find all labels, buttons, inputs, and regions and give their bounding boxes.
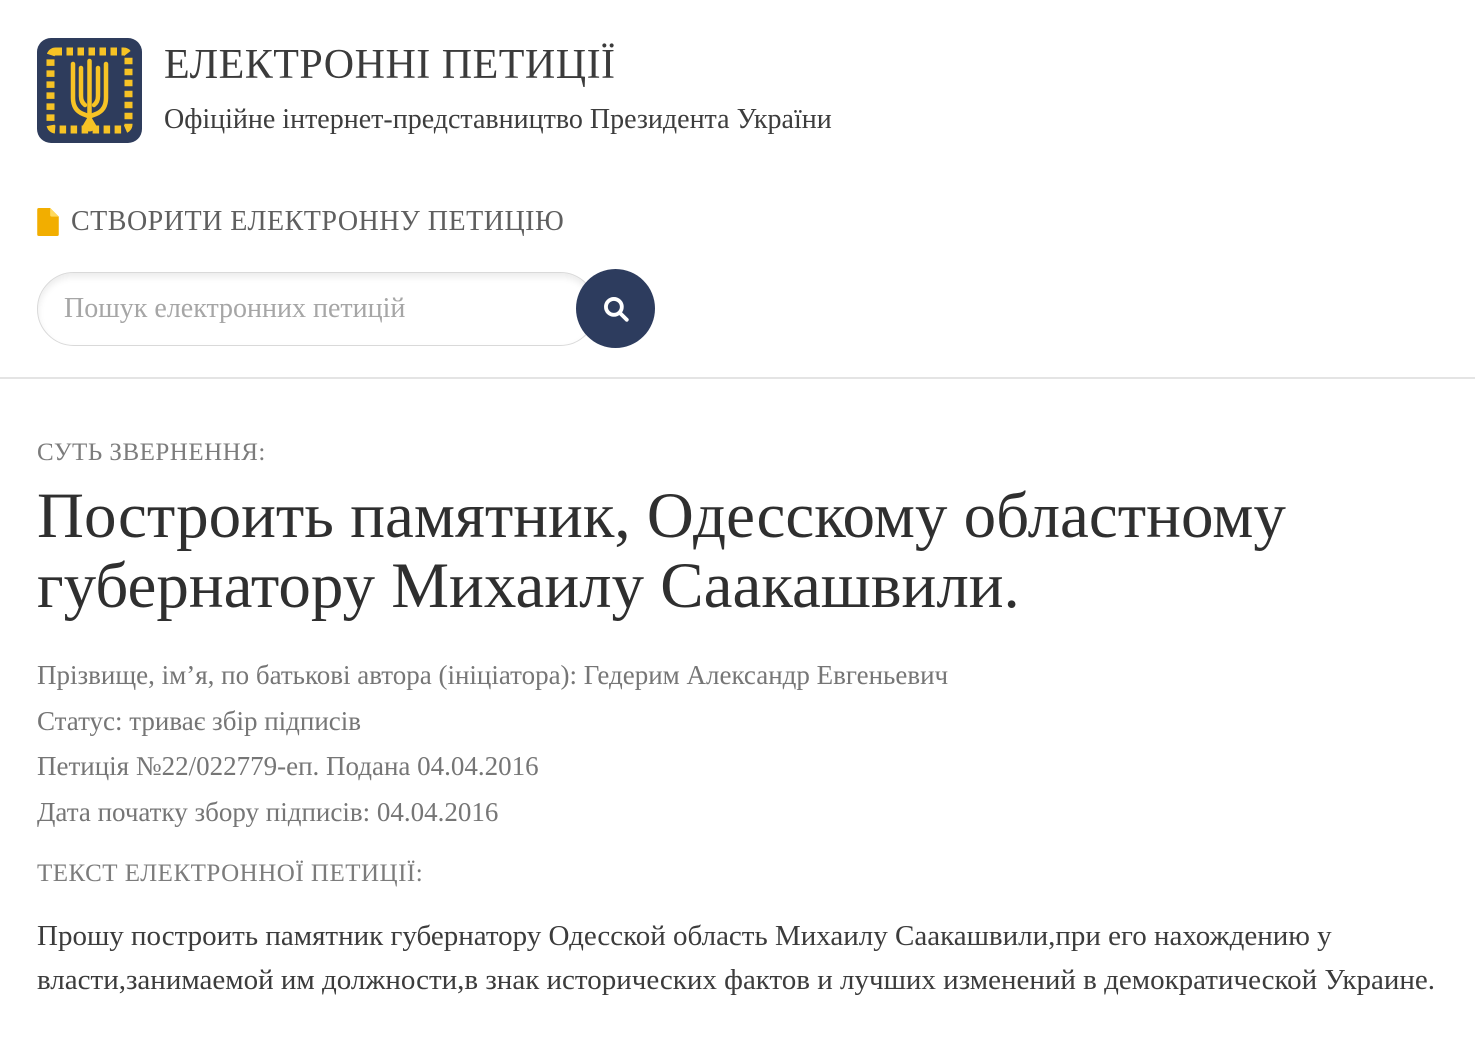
petition-number-line: Петиція №22/022779-еп. Подана 04.04.2016: [37, 751, 539, 782]
search-button[interactable]: [576, 269, 655, 348]
petition-title: Построить памятник, Одесскому областному губернатору Михаилу Саакашвили.: [37, 480, 1286, 623]
search-field-wrap: [37, 272, 597, 346]
petition-meta: [37, 659, 1438, 828]
petition-page: [0, 379, 1475, 1012]
petition-status-line: Статус: триває збір підписів: [37, 705, 362, 736]
essence-label: СУТЬ ЗВЕРНЕННЯ:: [37, 439, 266, 466]
site-title: ЕЛЕКТРОННІ ПЕТИЦІЇ: [164, 42, 616, 88]
petition-text-label: ТЕКСТ ЕЛЕКТРОННОЇ ПЕТИЦІЇ:: [37, 859, 424, 887]
site-subtitle: Офіційне інтернет-представництво Президента України: [164, 104, 832, 136]
petition-text: Прошу построить памятник губернатору Одесской область Михаилу Саакашвили,при его нахождению у власти,занимаемой им должности,в знак исторических фактов и лучших изменений в демократической Украине.: [37, 919, 1436, 997]
create-petition-link[interactable]: [37, 206, 564, 238]
search-input[interactable]: [38, 273, 596, 345]
brand: [37, 38, 1438, 143]
site-header: [0, 0, 1475, 379]
create-petition-label: СТВОРИТИ ЕЛЕКТРОННУ ПЕТИЦІЮ: [71, 206, 565, 237]
document-icon: [37, 208, 59, 236]
petition-start-date-line: Дата початку збору підписів: 04.04.2016: [37, 796, 499, 827]
search-icon: [599, 292, 633, 326]
search-bar: [37, 269, 737, 349]
petition-author-line: Прізвище, ім’я, по батькові автора (ініціатора): Гедерим Александр Евгеньевич: [37, 660, 949, 691]
presidential-emblem-logo[interactable]: [37, 38, 142, 143]
